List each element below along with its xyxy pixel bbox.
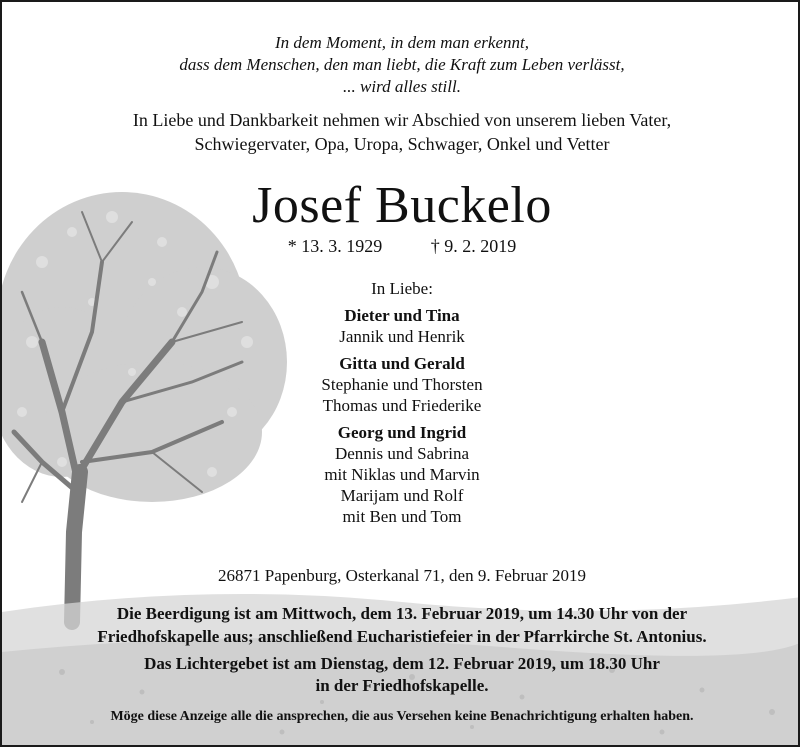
intro-line: In Liebe und Dankbarkeit nehmen wir Abschied von unserem lieben Vater, [132, 110, 672, 130]
funeral-line: Friedhofskapelle aus; anschließend Eucharistiefeier in der Pfarrkirche St. Antonius. [97, 627, 707, 646]
funeral-announcement [2, 602, 800, 648]
quote-line: ... wird alles still. [343, 77, 461, 96]
family-head: Georg und Ingrid [337, 423, 467, 442]
family-member: Thomas und Friederike [322, 396, 482, 415]
family-head: Dieter und Tina [344, 306, 460, 325]
life-dates [2, 234, 800, 258]
intro-line: Schwiegervater, Opa, Uropa, Schwager, Onkel und Vetter [194, 134, 610, 154]
quote-line: In dem Moment, in dem man erkennt, [275, 33, 529, 52]
family-head: Gitta und Gerald [339, 354, 465, 373]
place-and-date: 26871 Papenburg, Osterkanal 71, den 9. Februar 2019 [218, 566, 586, 585]
family-group [2, 353, 800, 416]
vigil-announcement [2, 653, 800, 697]
death-date: † 9. 2. 2019 [430, 236, 517, 256]
family-group [2, 422, 800, 527]
family-member: Jannik und Henrik [339, 327, 465, 346]
closing-note: Möge diese Anzeige alle die ansprechen, die aus Versehen keine Benachrichtigung erhalten haben. [110, 709, 694, 724]
family-group [2, 305, 800, 347]
family-member: Stephanie und Thorsten [321, 375, 483, 394]
family-member: mit Ben und Tom [342, 507, 462, 526]
mourners-heading: In Liebe: [371, 279, 433, 298]
family-member: mit Niklas und Marvin [324, 465, 480, 484]
memorial-quote [2, 32, 800, 98]
deceased-name: Josef Buckelo [252, 177, 552, 234]
family-member: Dennis und Sabrina [334, 444, 470, 463]
vigil-line: in der Friedhofskapelle. [315, 676, 489, 695]
mourners-list [2, 305, 800, 533]
vigil-line: Das Lichtergebet ist am Dienstag, dem 12. Februar 2019, um 18.30 Uhr [144, 654, 660, 673]
birth-date: * 13. 3. 1929 [287, 236, 383, 256]
quote-line: dass dem Menschen, den man liebt, die Kraft zum Leben verlässt, [179, 55, 625, 74]
family-member: Marijam und Rolf [340, 486, 464, 505]
funeral-line: Die Beerdigung ist am Mittwoch, dem 13. Februar 2019, um 14.30 Uhr von der [116, 604, 688, 623]
farewell-intro [2, 108, 800, 156]
